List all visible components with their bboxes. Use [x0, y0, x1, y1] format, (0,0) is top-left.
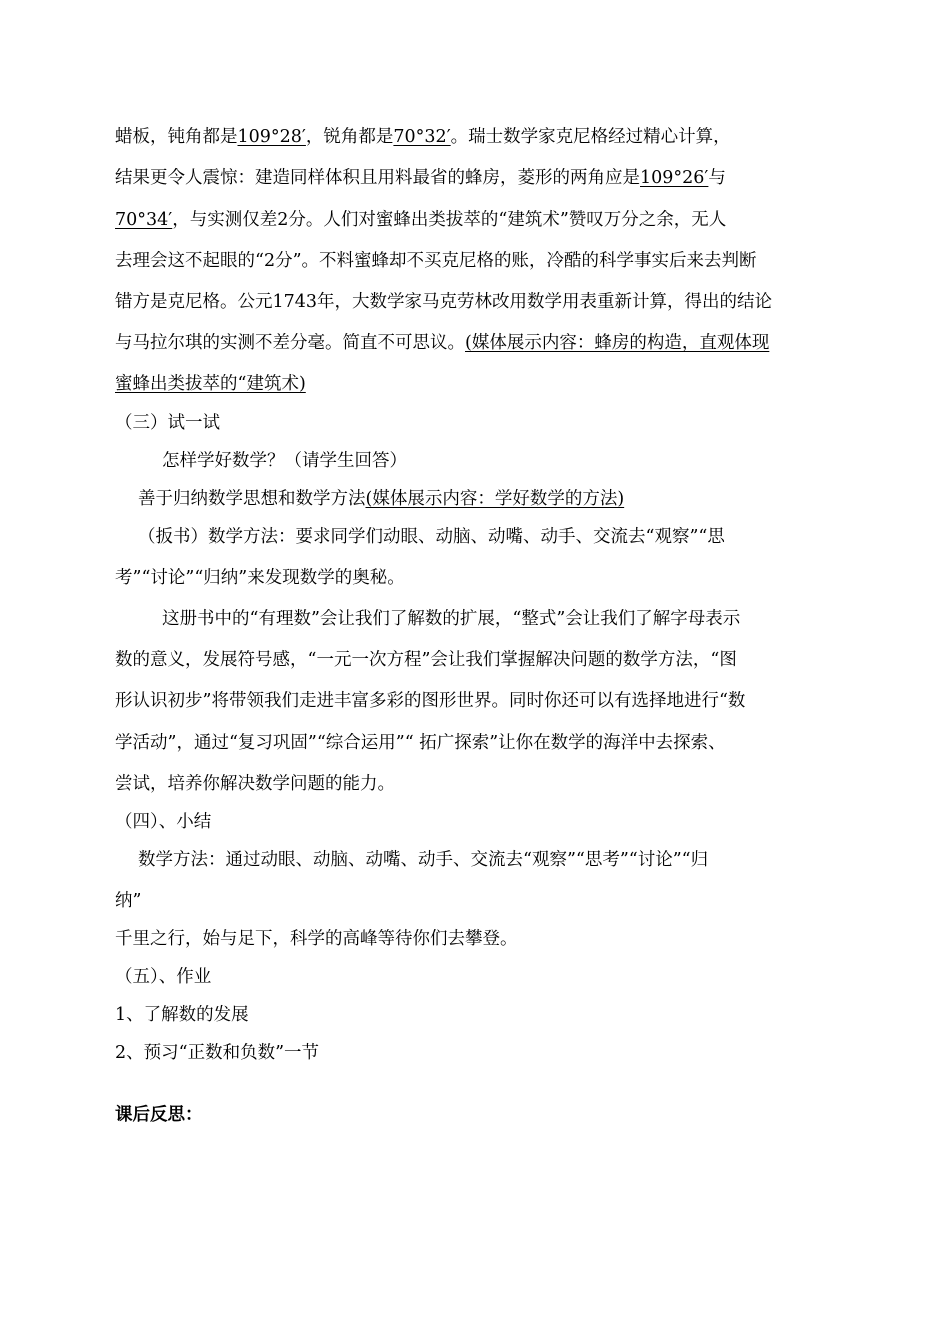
paragraph-line-3 — [115, 208, 726, 232]
section-4-heading: （四）、小结 — [115, 812, 212, 832]
board-line-2: 考”“讨论”“归纳”来发现数学的奥秘。 — [115, 568, 405, 588]
paragraph-line-6 — [115, 331, 769, 355]
paragraph-line-5: 错方是克尼格。公元1743年，大数学家马克劳林改用数学用表重新计算，得出的结论 — [115, 292, 773, 312]
board-line-1: （扳书）数学方法：要求同学们动眼、动脑、动嘴、动手、交流去“观察”“思 — [138, 527, 725, 547]
text: 。瑞士数学家克尼格经过精心计算， — [450, 127, 731, 147]
media-note: (媒体展示内容：学好数学的方法) — [365, 489, 625, 509]
section-3-method — [138, 487, 624, 511]
summary-line-2: 纳” — [115, 891, 142, 911]
media-note: (媒体展示内容：蜂房的构造，直观体现 — [465, 333, 770, 353]
text: 与 — [708, 168, 726, 188]
paragraph-line-1 — [115, 125, 731, 149]
text: ，与实测仅差2分。人们对蜜蜂出类拔萃的“建筑术”赞叹万分之余，无人 — [172, 210, 727, 230]
text: 蜡板，钝角都是 — [115, 127, 238, 147]
book-line-1: 这册书中的“有理数”会让我们了解数的扩展，“整式”会让我们了解字母表示 — [162, 609, 741, 629]
angle-obtuse-calculated: 109°26′ — [640, 168, 709, 188]
reflection-heading: 课后反思： — [115, 1105, 203, 1125]
book-line-5: 尝试，培养你解决数学问题的能力。 — [115, 774, 395, 794]
section-3-question: 怎样学好数学？（请学生回答） — [162, 451, 407, 471]
paragraph-line-7: 蜜蜂出类拔萃的“建筑术) — [115, 374, 306, 394]
summary-line-1: 数学方法：通过动眼、动脑、动嘴、动手、交流去“观察”“思考”“讨论”“归 — [138, 850, 709, 870]
text: 善于归纳数学思想和数学方法 — [138, 489, 366, 509]
text: 结果更令人震惊：建造同样体积且用料最省的蜂房，菱形的两角应是 — [115, 168, 640, 188]
homework-item-1: 1、了解数的发展 — [115, 1005, 249, 1025]
angle-obtuse-measured: 109°28′ — [237, 127, 306, 147]
closing-line: 千里之行，始与足下，科学的高峰等待你们去攀登。 — [115, 929, 518, 949]
section-3-heading: （三）试一试 — [115, 413, 220, 433]
book-line-4: 学活动”，通过“复习巩固”“综合运用”“ 拓广探索”让你在数学的海洋中去探索、 — [115, 733, 726, 753]
text: ，锐角都是 — [305, 127, 394, 147]
paragraph-line-2 — [115, 166, 726, 190]
text: 与马拉尔琪的实测不差分毫。简直不可思议。 — [115, 333, 465, 353]
homework-item-2: 2、预习“正数和负数”一节 — [115, 1043, 320, 1063]
paragraph-line-4: 去理会这不起眼的“2分”。不料蜜蜂却不买克尼格的账，冷酷的科学事实后来去判断 — [115, 251, 757, 271]
section-5-heading: （五）、作业 — [115, 967, 212, 987]
book-line-2: 数的意义，发展符号感，“一元一次方程”会让我们掌握解决问题的数学方法，“图 — [115, 650, 737, 670]
angle-acute-calculated: 70°34′ — [115, 210, 173, 230]
angle-acute-measured: 70°32′ — [393, 127, 451, 147]
book-line-3: 形认识初步”将带领我们走进丰富多彩的图形世界。同时你还可以有选择地进行“数 — [115, 691, 746, 711]
